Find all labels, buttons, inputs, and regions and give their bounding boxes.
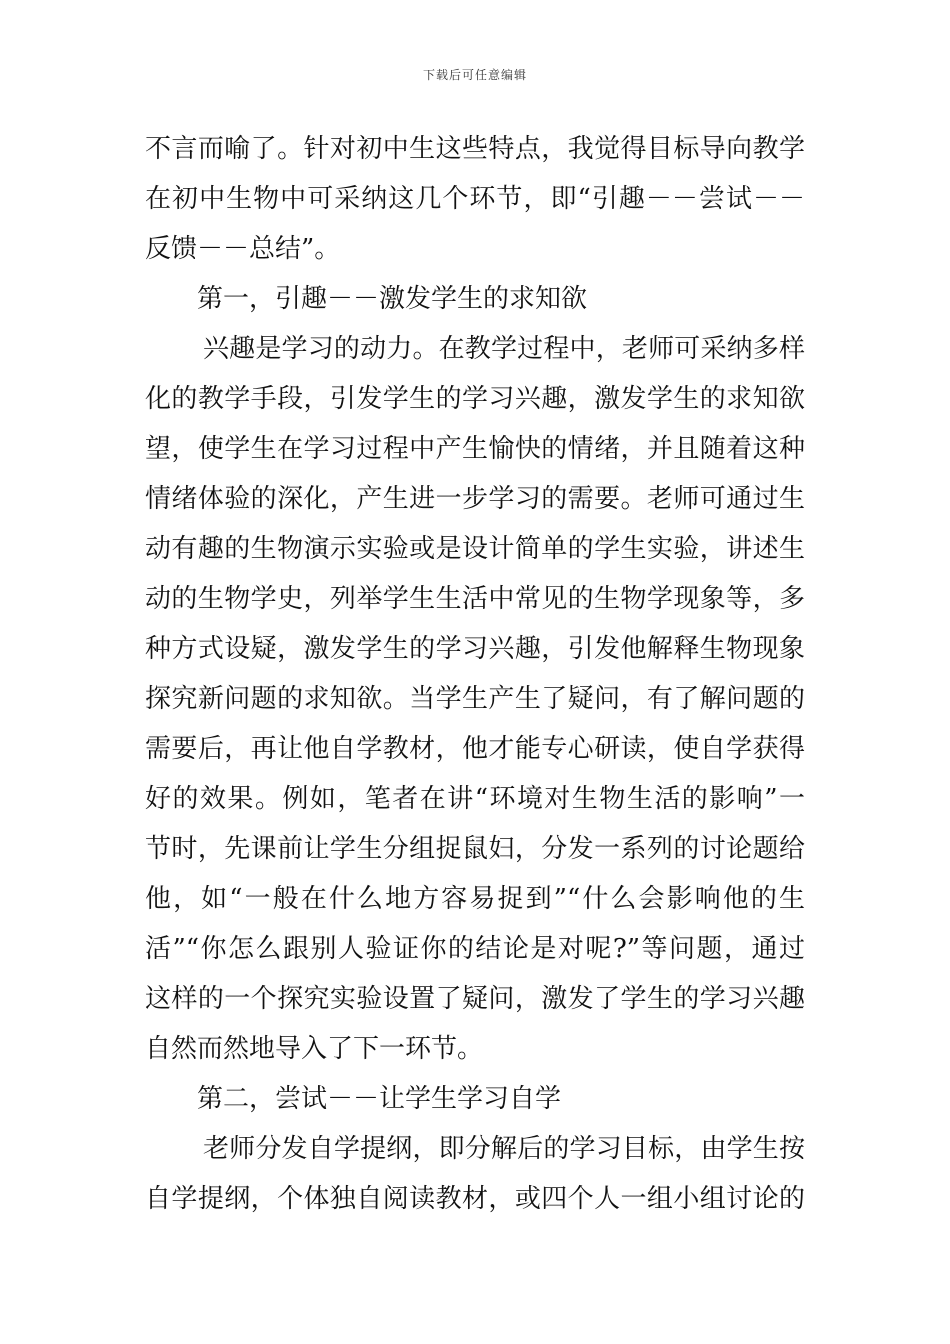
- text-line: 反馈－－总结”。: [145, 234, 341, 264]
- text-line: 好的效果。例如，笔者在讲“环境对生物生活的影响”一: [145, 784, 805, 814]
- text-line: 探究新问题的求知欲。当学生产生了疑问，有了解问题的: [145, 684, 805, 714]
- text-line: 动的生物学史，列举学生生活中常见的生物学现象等，多: [145, 584, 805, 614]
- text-line: 动有趣的生物演示实验或是设计简单的学生实验，讲述生: [145, 534, 805, 564]
- text-line: 不言而喻了。针对初中生这些特点，我觉得目标导向教学: [145, 134, 805, 164]
- text-line: 望，使学生在学习过程中产生愉快的情绪，并且随着这种: [145, 434, 805, 464]
- text-line: 节时，先课前让学生分组捉鼠妇，分发一系列的讨论题给: [145, 834, 805, 864]
- page-header-note: 下载后可任意编辑: [422, 68, 527, 82]
- text-line: 种方式设疑，激发学生的学习兴趣，引发他解释生物现象: [145, 634, 805, 664]
- text-line: 他，如“一般在什么地方容易捉到”“什么会影响他的生: [145, 884, 805, 914]
- text-line: 这样的一个探究实验设置了疑问，激发了学生的学习兴趣: [145, 984, 805, 1014]
- text-line: 需要后，再让他自学教材，他才能专心研读，使自学获得: [145, 734, 805, 764]
- text-line: 老师分发自学提纲，即分解后的学习目标，由学生按: [203, 1134, 805, 1164]
- text-line: 兴趣是学习的动力。在教学过程中，老师可采纳多样: [203, 334, 805, 364]
- section-heading-2: 第二，尝试－－让学生学习自学: [197, 1084, 562, 1114]
- text-line: 情绪体验的深化，产生进一步学习的需要。老师可通过生: [145, 484, 805, 514]
- text-line: 自然而然地导入了下一环节。: [145, 1034, 484, 1064]
- text-line: 在初中生物中可采纳这几个环节，即“引趣－－尝试－－: [145, 184, 805, 214]
- section-heading-1: 第一，引趣－－激发学生的求知欲: [197, 284, 588, 314]
- text-line: 自学提纲，个体独自阅读教材，或四个人一组小组讨论的: [145, 1184, 805, 1214]
- text-line: 活”“你怎么跟别人验证你的结论是对呢?”等问题，通过: [145, 934, 805, 964]
- document-body: [145, 124, 805, 1224]
- text-line: 化的教学手段，引发学生的学习兴趣，激发学生的求知欲: [145, 384, 805, 414]
